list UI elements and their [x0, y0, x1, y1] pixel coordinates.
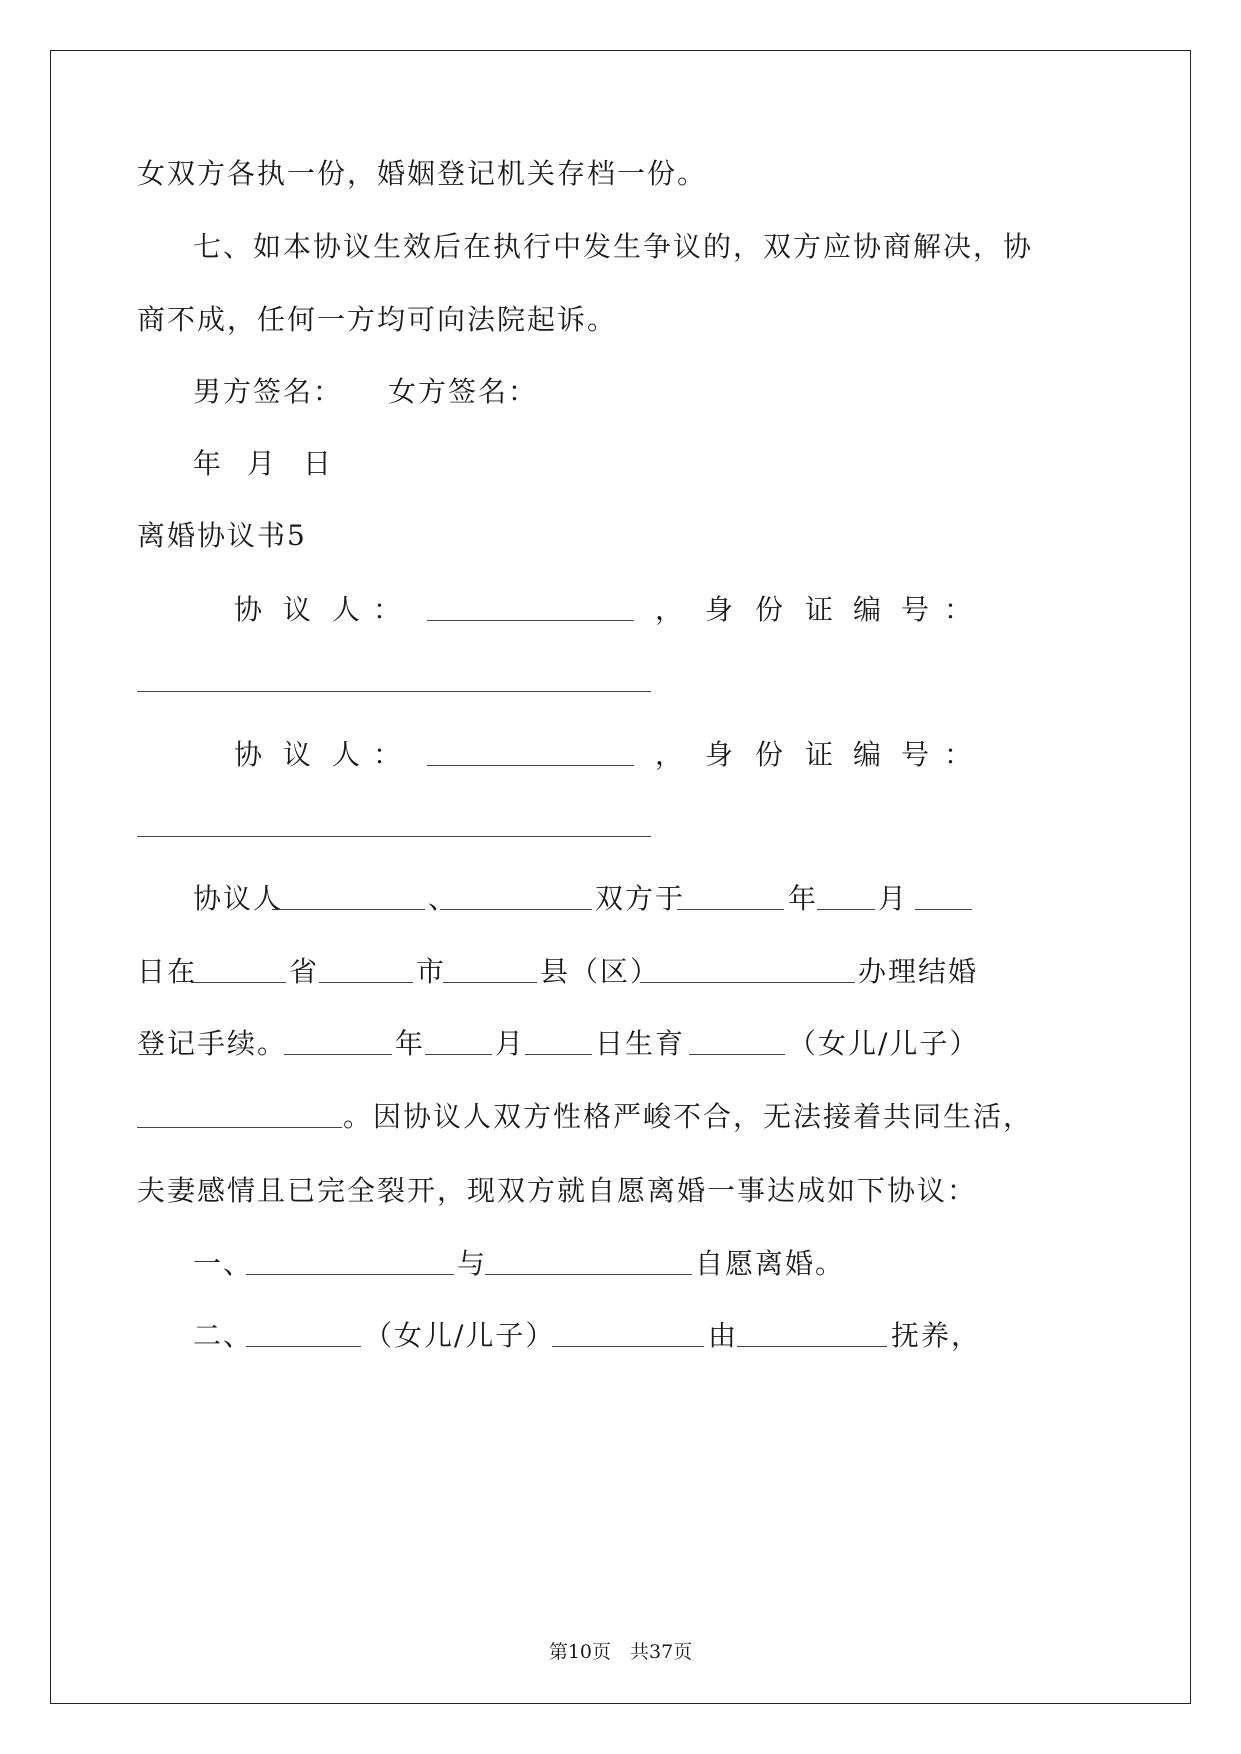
party-name-blank	[427, 765, 634, 766]
blank-line	[443, 982, 537, 983]
para-text: 月	[495, 1027, 526, 1060]
para-text: 一、	[193, 1247, 254, 1280]
party-char: 证	[805, 593, 836, 626]
blank-line	[485, 1274, 692, 1275]
party-name-blank	[427, 620, 634, 621]
party-char: 身	[705, 593, 736, 626]
id-number-blank	[137, 691, 651, 692]
section-title: 离婚协议书5	[137, 519, 307, 552]
party-char: ：	[373, 738, 404, 771]
text-line-1: 女双方各执一份，婚姻登记机关存档一份。	[137, 157, 708, 190]
party-char: 人	[332, 738, 363, 771]
blank-line	[640, 982, 855, 983]
blank-line	[677, 909, 784, 910]
para-text: 日在	[137, 955, 198, 988]
blank-line	[246, 1346, 361, 1347]
para-text: 、	[428, 882, 459, 915]
party-char: 议	[283, 738, 314, 771]
para-text: 协议人	[193, 882, 284, 915]
text-line-3: 商不成，任何一方均可向法院起诉。	[137, 303, 618, 336]
para-text: 县（区）	[540, 955, 661, 988]
para-text: （女儿/儿子）	[788, 1027, 980, 1060]
party-char: 身	[705, 738, 736, 771]
text-line-2: 七、如本协议生效后在执行中发生争议的，双方应协商解决，协	[193, 230, 1034, 263]
party-char: 号	[901, 738, 932, 771]
para-text: 年	[788, 882, 819, 915]
date-year-label: 年	[193, 447, 224, 480]
para-text: 与	[457, 1247, 488, 1280]
party-char: 号	[901, 593, 932, 626]
male-signature-label: 男方签名：	[193, 375, 344, 408]
blank-line	[425, 1054, 492, 1055]
party-char: 协	[234, 738, 265, 771]
date-day-label: 日	[303, 447, 334, 480]
party-char: 协	[234, 593, 265, 626]
party-char: 编	[853, 738, 884, 771]
para-text: 由	[708, 1319, 739, 1352]
para-text: 。因协议人双方性格严峻不合，无法接着共同生活，	[343, 1100, 1034, 1133]
blank-line	[525, 1054, 592, 1055]
party-char: 份	[755, 738, 786, 771]
female-signature-label: 女方签名：	[388, 375, 539, 408]
id-number-blank	[137, 836, 651, 837]
blank-line	[817, 909, 875, 910]
blank-line	[737, 1346, 887, 1347]
blank-line	[915, 909, 972, 910]
party-char: 人	[332, 593, 363, 626]
para-text: 市	[416, 955, 447, 988]
page-number-footer: 第10页 共37页	[548, 1641, 693, 1663]
party-char: 编	[853, 593, 884, 626]
blank-line	[319, 982, 413, 983]
party-char: ，	[655, 593, 686, 626]
blank-line	[689, 1054, 785, 1055]
blank-line	[272, 909, 425, 910]
para-text: 年	[395, 1027, 426, 1060]
blank-line	[284, 1054, 392, 1055]
para-text: 办理结婚	[858, 955, 979, 988]
party-char: ：	[373, 593, 404, 626]
para-text: 日生育	[595, 1027, 686, 1060]
blank-line	[440, 909, 592, 910]
para-text: 省	[289, 955, 320, 988]
blank-line	[137, 1127, 342, 1128]
party-char: 证	[805, 738, 836, 771]
para-text: 抚养，	[891, 1319, 982, 1352]
party-char: ：	[944, 593, 975, 626]
blank-line	[552, 1346, 704, 1347]
party-char: ：	[944, 738, 975, 771]
blank-line	[246, 1274, 454, 1275]
para-text: （女儿/儿子）	[364, 1319, 556, 1352]
para-text: 二、	[193, 1319, 254, 1352]
para-text: 双方于	[595, 882, 686, 915]
party-char: ，	[655, 738, 686, 771]
blank-line	[191, 982, 286, 983]
page-border	[50, 50, 1191, 1704]
party-char: 份	[755, 593, 786, 626]
date-month-label: 月	[247, 447, 278, 480]
para-text: 自愿离婚。	[695, 1247, 846, 1280]
para-text: 月	[878, 882, 909, 915]
party-char: 议	[283, 593, 314, 626]
para-line-5: 夫妻感情且已完全裂开，现双方就自愿离婚一事达成如下协议：	[137, 1174, 978, 1207]
para-text: 登记手续。	[137, 1027, 288, 1060]
